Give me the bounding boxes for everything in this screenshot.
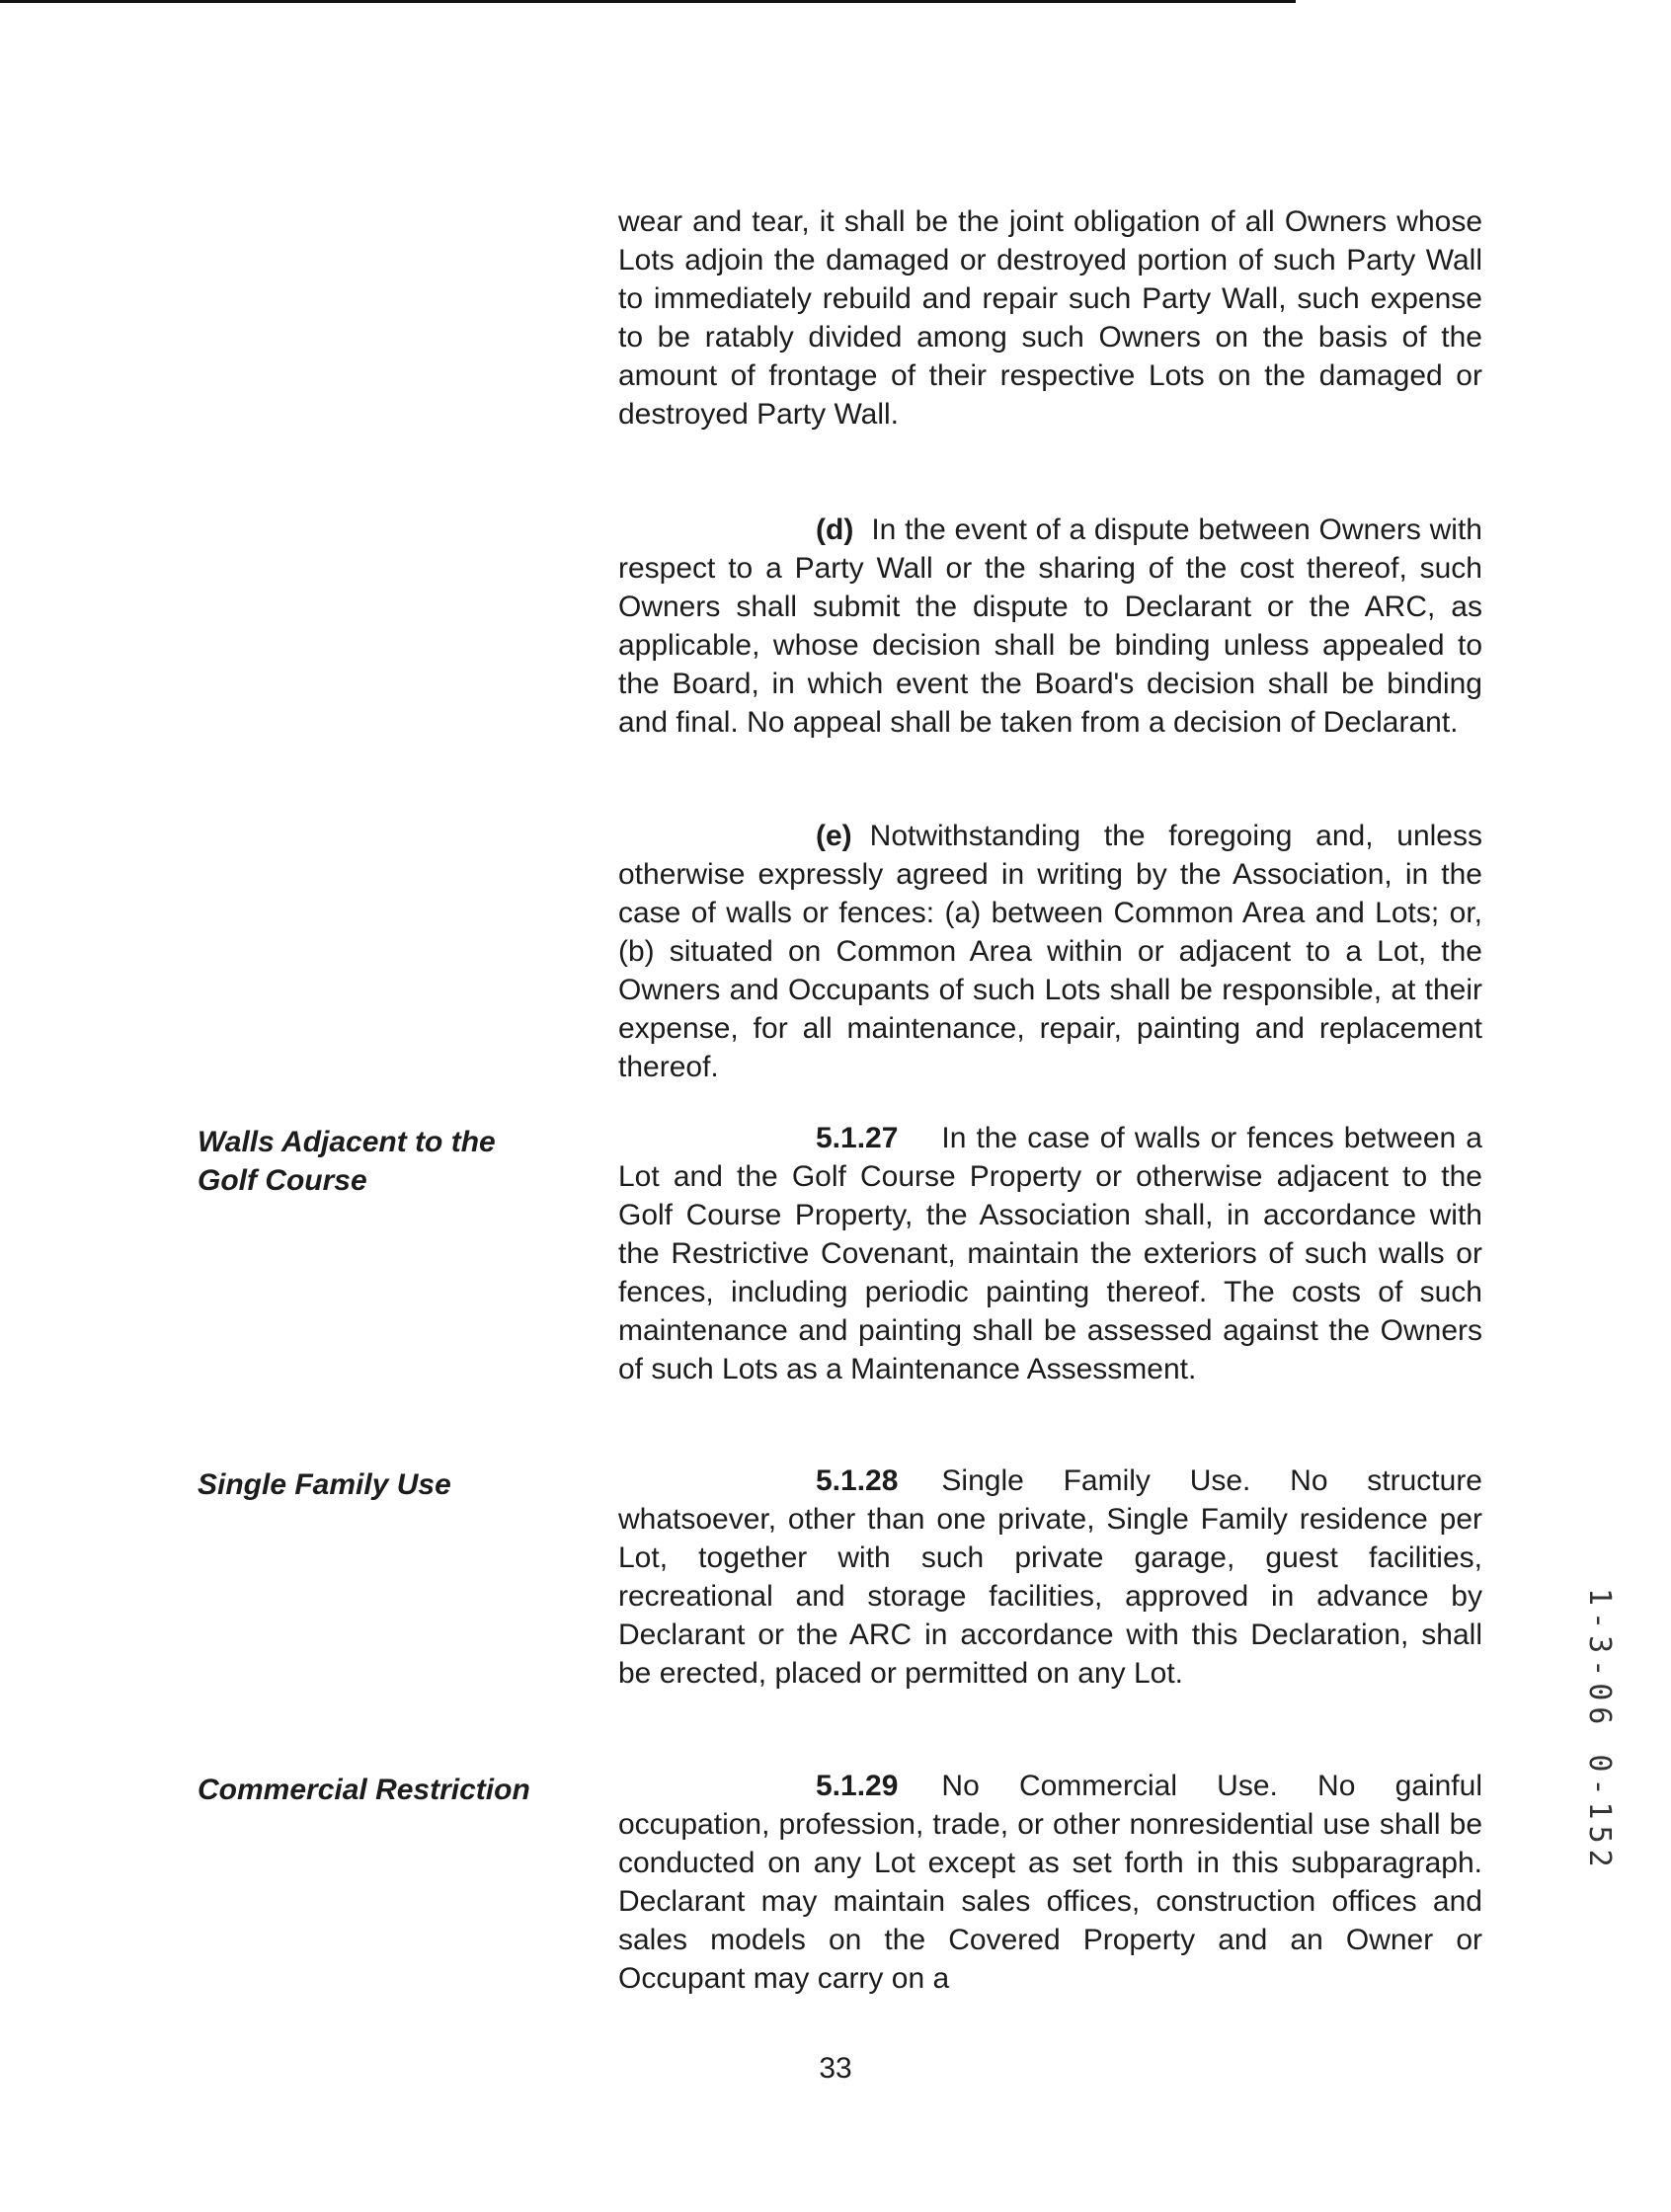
paragraph-d-text: In the event of a dispute between Owners with respect to a Party Wall or the sharing of the cost thereof, such Owners shall submit the dispute to Declarant or the ARC, as applicable, whose decision shall be binding unless appealed to the Board, in which event the Board's decision shall be binding and final. No appeal shall be taken from a decision of Declarant. [618, 514, 1482, 739]
section-5-1-27-number: 5.1.27 [816, 1122, 899, 1154]
top-rule [0, 0, 1296, 3]
section-5-1-28-heading: Single Family Use [198, 1468, 451, 1501]
section-5-1-27-text: In the case of walls or fences between a Lot and the Golf Course Property or otherwise adjacent to the Golf Course Property, the Association shall, in accordance with the Restrictive Covenant, maintain the exteriors of such walls or fences, including periodic painting thereof. The costs of such maintenance and painting shall be assessed against the Owners of such Lots as a Maintenance Assessment. [618, 1122, 1482, 1385]
heading-line: Walls Adjacent to the [198, 1126, 496, 1158]
paragraph-d-marker: (d) [816, 514, 854, 546]
paragraph-e [618, 817, 1482, 1086]
section-5-1-28-number: 5.1.28 [816, 1464, 899, 1497]
paragraph-e-marker: (e) [816, 820, 852, 852]
section-5-1-29-text: No Commercial Use. No gainful occupation, profession, trade, or other nonresidential use shall be conducted on any Lot except as set forth in this subparagraph. Declarant may maintain sales offices, construction offices and sales models on the Covered Property and an Owner or Occupant may carry on a [618, 1770, 1482, 1995]
section-5-1-27-heading [198, 1123, 573, 1200]
page-number: 33 [819, 2052, 852, 2085]
section-5-1-27 [618, 1119, 1482, 1388]
section-5-1-29-heading: Commercial Restriction [198, 1774, 530, 1806]
section-5-1-28-text: Single Family Use. No structure whatsoever, other than one private, Single Family residence per Lot, together with such private garage, guest facilities, recreational and storage facilities, approved in advance by Declarant or the ARC in accordance with this Declaration, shall be erected, placed or permitted on any Lot. [618, 1464, 1482, 1690]
paragraph-d [618, 511, 1482, 742]
section-5-1-28 [618, 1462, 1482, 1693]
paragraph-c-continued: wear and tear, it shall be the joint obligation of all Owners whose Lots adjoin the damaged or destroyed portion of such Party Wall to immediately rebuild and repair such Party Wall, such expense to be ratably divided among such Owners on the basis of the amount of frontage of their respective Lots on the damaged or destroyed Party Wall. [618, 205, 1482, 431]
paragraph-e-text: Notwithstanding the foregoing and, unless otherwise expressly agreed in writing by the Association, in the case of walls or fences: (a) between Common Area and Lots; or, (b) situated on Common Area within or adjacent to a Lot, the Owners and Occupants of such Lots shall be responsible, at their expense, for all maintenance, repair, painting and replacement thereof. [618, 820, 1482, 1083]
section-5-1-29 [618, 1767, 1482, 1998]
heading-line: Golf Course [198, 1164, 367, 1197]
section-5-1-29-number: 5.1.29 [816, 1770, 899, 1802]
recording-stamp: 1-3-06 0-152 [1582, 1588, 1617, 1873]
